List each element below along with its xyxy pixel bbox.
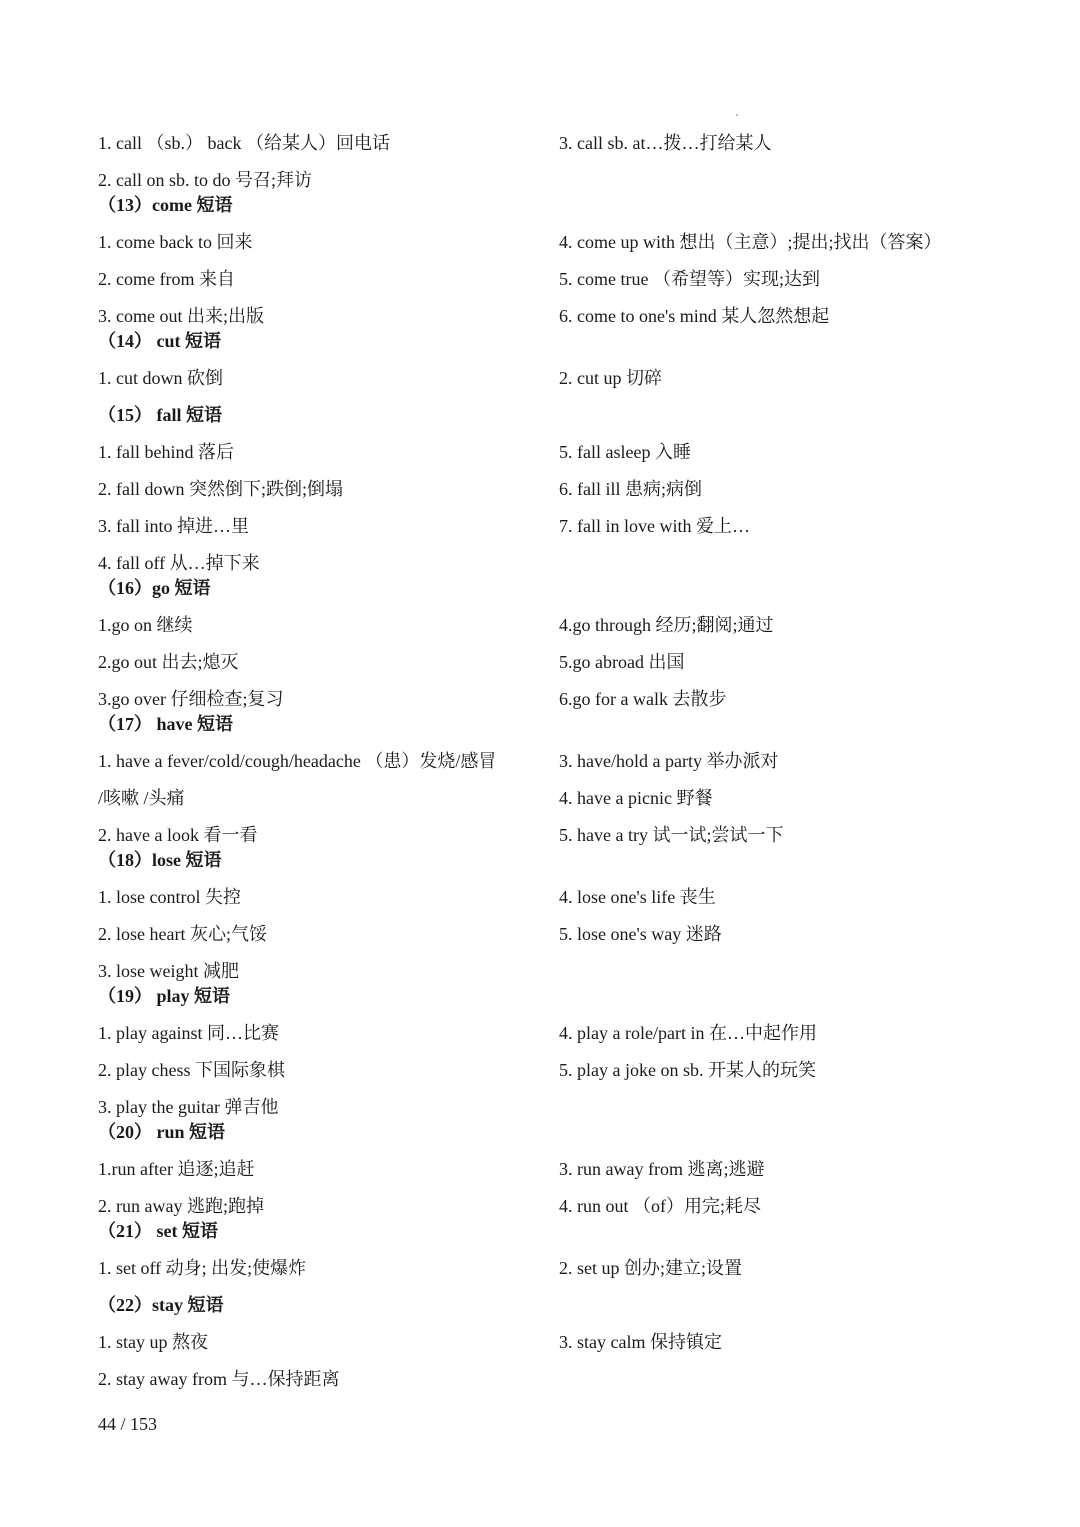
phrase-entry: 1. come back to 回来 xyxy=(98,232,253,252)
phrase-entry: 1. stay up 熬夜 xyxy=(98,1332,208,1352)
phrase-entry: 4.go through 经历;翻阅;通过 xyxy=(559,615,774,635)
phrase-entry: 3. run away from 逃离;逃避 xyxy=(559,1159,765,1179)
phrase-entry: 1. set off 动身; 出发;使爆炸 xyxy=(98,1258,307,1278)
phrase-entry: 3.go over 仔细检查;复习 xyxy=(98,689,284,709)
phrase-entry: 1. have a fever/cold/cough/headache （患）发烧/感冒 xyxy=(98,751,497,771)
phrase-entry: 6. fall ill 患病;病倒 xyxy=(559,479,702,499)
phrase-entry: 2. have a look 看一看 xyxy=(98,825,258,845)
phrase-entry: 2. set up 创办;建立;设置 xyxy=(559,1258,742,1278)
phrase-entry: 3. play the guitar 弹吉他 xyxy=(98,1097,279,1117)
phrase-entry: 4. run out （of）用完;耗尽 xyxy=(559,1196,761,1216)
phrase-entry: 3. call sb. at…拨…打给某人 xyxy=(559,133,772,153)
phrase-entry: 2. lose heart 灰心;气馁 xyxy=(98,924,267,944)
phrase-entry: 1.run after 追逐;追赶 xyxy=(98,1159,255,1179)
section-heading-stay: （22）stay 短语 xyxy=(98,1295,224,1315)
section-heading-fall: （15） fall 短语 xyxy=(98,405,222,425)
section-heading-come: （13）come 短语 xyxy=(98,195,233,215)
scan-speck xyxy=(736,114,738,116)
phrase-entry: 4. play a role/part in 在…中起作用 xyxy=(559,1023,817,1043)
page-number: 44 / 153 xyxy=(98,1414,158,1434)
phrase-entry: 1. play against 同…比赛 xyxy=(98,1023,279,1043)
phrase-entry: 5. lose one's way 迷路 xyxy=(559,924,722,944)
phrase-entry: 7. fall in love with 爱上… xyxy=(559,516,750,536)
phrase-entry: 1. call （sb.） back （给某人）回电话 xyxy=(98,133,390,153)
phrase-entry: 5.go abroad 出国 xyxy=(559,652,685,672)
phrase-entry: 3. have/hold a party 举办派对 xyxy=(559,751,779,771)
phrase-entry: 4. come up with 想出（主意）;提出;找出（答案） xyxy=(559,232,942,252)
phrase-entry: 2. fall down 突然倒下;跌倒;倒塌 xyxy=(98,479,343,499)
section-heading-play: （19） play 短语 xyxy=(98,986,231,1006)
phrase-entry: 2.go out 出去;熄灭 xyxy=(98,652,239,672)
phrase-entry: 2. play chess 下国际象棋 xyxy=(98,1060,285,1080)
phrase-entry: 2. cut up 切碎 xyxy=(559,368,662,388)
phrase-entry: 3. lose weight 减肥 xyxy=(98,961,239,981)
phrase-entry: 1. fall behind 落后 xyxy=(98,442,234,462)
phrase-entry: /咳嗽 /头痛 xyxy=(98,788,185,808)
phrase-entry: 2. come from 来自 xyxy=(98,269,235,289)
phrase-entry: 5. fall asleep 入睡 xyxy=(559,442,691,462)
section-heading-go: （16）go 短语 xyxy=(98,578,211,598)
phrase-entry: 5. have a try 试一试;尝试一下 xyxy=(559,825,784,845)
section-heading-set: （21） set 短语 xyxy=(98,1221,218,1241)
section-heading-run: （20） run 短语 xyxy=(98,1122,226,1142)
phrase-entry: 4. lose one's life 丧生 xyxy=(559,887,716,907)
phrase-entry: 2. stay away from 与…保持距离 xyxy=(98,1369,340,1389)
phrase-entry: 4. have a picnic 野餐 xyxy=(559,788,713,808)
phrase-entry: 6. come to one's mind 某人忽然想起 xyxy=(559,306,830,326)
phrase-entry: 3. fall into 掉进…里 xyxy=(98,516,249,536)
phrase-entry: 5. come true （希望等）实现;达到 xyxy=(559,269,820,289)
phrase-entry: 4. fall off 从…掉下来 xyxy=(98,553,260,573)
phrase-entry: 3. come out 出来;出版 xyxy=(98,306,264,326)
section-heading-have: （17） have 短语 xyxy=(98,714,233,734)
phrase-entry: 3. stay calm 保持镇定 xyxy=(559,1332,722,1352)
phrase-entry: 1. lose control 失控 xyxy=(98,887,241,907)
phrase-entry: 1.go on 继续 xyxy=(98,615,193,635)
phrase-entry: 2. run away 逃跑;跑掉 xyxy=(98,1196,264,1216)
phrase-entry: 1. cut down 砍倒 xyxy=(98,368,223,388)
section-heading-lose: （18）lose 短语 xyxy=(98,850,222,870)
phrase-entry: 5. play a joke on sb. 开某人的玩笑 xyxy=(559,1060,816,1080)
phrase-entry: 6.go for a walk 去散步 xyxy=(559,689,727,709)
phrase-entry: 2. call on sb. to do 号召;拜访 xyxy=(98,170,312,190)
section-heading-cut: （14） cut 短语 xyxy=(98,331,221,351)
